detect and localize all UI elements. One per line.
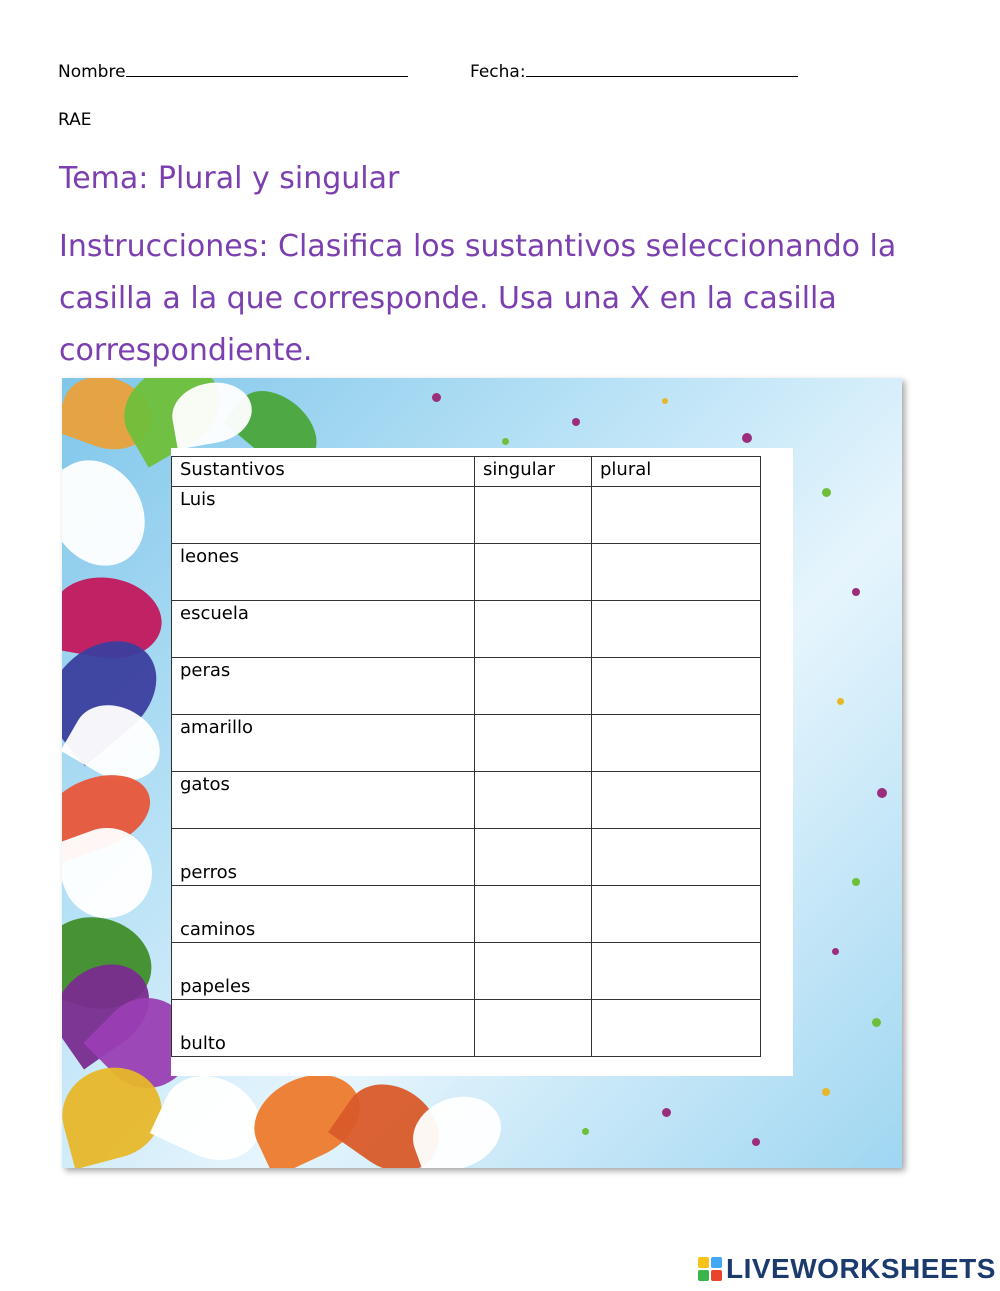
column-header-singular: singular [475, 457, 592, 487]
plural-answer-cell[interactable] [592, 487, 761, 544]
plural-answer-cell[interactable] [592, 943, 761, 1000]
noun-cell: bulto [172, 1000, 475, 1057]
table-row [172, 772, 761, 829]
plural-answer-cell[interactable] [592, 601, 761, 658]
singular-answer-cell[interactable] [475, 658, 592, 715]
flower-petal-decoration [403, 1085, 512, 1168]
confetti-dot [852, 588, 860, 596]
instructions-text: Instrucciones: Clasifica los sustantivos seleccionando la casilla a la que corresponde. Usa una X en la casilla correspondiente. [59, 229, 897, 368]
confetti-dot [832, 948, 839, 955]
confetti-dot [742, 433, 752, 443]
table-header-row [172, 457, 761, 487]
plural-answer-cell[interactable] [592, 772, 761, 829]
confetti-dot [822, 488, 831, 497]
confetti-dot [662, 1108, 671, 1117]
confetti-dot [877, 788, 887, 798]
column-header-sustantivos: Sustantivos [172, 457, 475, 487]
name-label: Nombre [58, 62, 126, 82]
singular-answer-cell[interactable] [475, 487, 592, 544]
noun-cell: amarillo [172, 715, 475, 772]
singular-answer-cell[interactable] [475, 544, 592, 601]
liveworksheets-logo-icon [698, 1257, 722, 1281]
logo-square [698, 1270, 709, 1281]
logo-square [698, 1257, 709, 1268]
plural-answer-cell[interactable] [592, 829, 761, 886]
noun-cell: leones [172, 544, 475, 601]
table-row [172, 886, 761, 943]
logo-square [711, 1257, 722, 1268]
confetti-dot [752, 1138, 760, 1146]
plural-answer-cell[interactable] [592, 715, 761, 772]
liveworksheets-wordmark: LIVEWORKSHEETS [726, 1253, 996, 1284]
liveworksheets-logo [698, 1253, 996, 1285]
confetti-dot [837, 698, 844, 705]
confetti-dot [582, 1128, 589, 1135]
confetti-dot [662, 398, 668, 404]
confetti-dot [572, 418, 580, 426]
singular-answer-cell[interactable] [475, 829, 592, 886]
confetti-dot [852, 878, 860, 886]
date-label: Fecha: [470, 62, 526, 82]
noun-cell: caminos [172, 886, 475, 943]
table-row [172, 487, 761, 544]
singular-answer-cell[interactable] [475, 886, 592, 943]
table-row [172, 829, 761, 886]
topic-title: Tema: Plural y singular [59, 161, 400, 196]
noun-cell: gatos [172, 772, 475, 829]
table-row [172, 601, 761, 658]
singular-answer-cell[interactable] [475, 772, 592, 829]
singular-answer-cell[interactable] [475, 715, 592, 772]
plural-answer-cell[interactable] [592, 886, 761, 943]
date-field [470, 62, 798, 82]
confetti-dot [502, 438, 509, 445]
table-row [172, 658, 761, 715]
name-blank-line[interactable] [126, 62, 408, 77]
nouns-classification-table [171, 456, 761, 1057]
singular-answer-cell[interactable] [475, 943, 592, 1000]
plural-answer-cell[interactable] [592, 544, 761, 601]
logo-square [711, 1270, 722, 1281]
noun-cell: Luis [172, 487, 475, 544]
confetti-dot [822, 1088, 830, 1096]
date-blank-line[interactable] [526, 62, 798, 77]
table-row [172, 715, 761, 772]
noun-cell: escuela [172, 601, 475, 658]
singular-answer-cell[interactable] [475, 601, 592, 658]
singular-answer-cell[interactable] [475, 1000, 592, 1057]
noun-cell: perros [172, 829, 475, 886]
plural-answer-cell[interactable] [592, 1000, 761, 1057]
name-field [58, 62, 408, 82]
confetti-dot [432, 393, 441, 402]
confetti-dot [872, 1018, 881, 1027]
table-row [172, 1000, 761, 1057]
table-row [172, 943, 761, 1000]
rae-label: RAE [58, 110, 92, 130]
noun-cell: papeles [172, 943, 475, 1000]
column-header-plural: plural [592, 457, 761, 487]
noun-cell: peras [172, 658, 475, 715]
table-row [172, 544, 761, 601]
plural-answer-cell[interactable] [592, 658, 761, 715]
